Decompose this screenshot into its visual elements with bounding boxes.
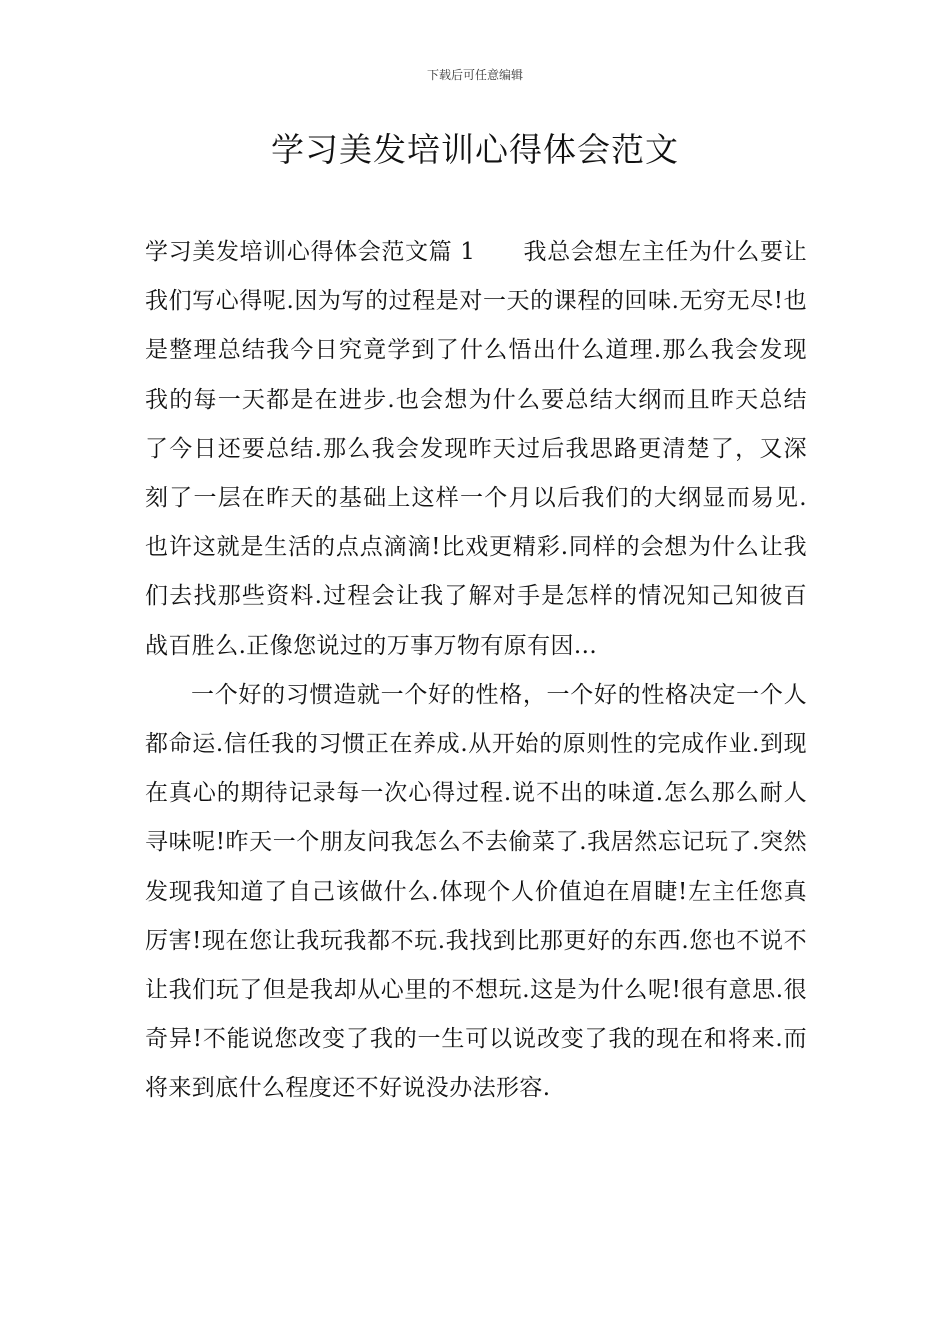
paragraph-1-text: 我总会想左主任为什么要让我们写心得呢.因为写的过程是对一天的课程的回味.无穷无尽!也是整理总结我今日究竟学到了什么悟出什么道理.那么我会发现我的每一天都是在进步.也会想为什么要总结大纲而且昨天总结了今日还要总结.那么我会发现昨天过后我思路更清楚了，又深刻了一层在昨天的基础上这样一个月以后我们的大纲显而易见.也许这就是生活的点点滴滴!比戏更精彩.同样的会想为什么让我们去找那些资料.过程会让我了解对手是怎样的情况知己知彼百战百胜么.正像您说过的万事万物有原有因... xyxy=(145,239,807,659)
paragraph-1 xyxy=(145,228,807,671)
section-label: 学习美发培训心得体会范文篇 1 xyxy=(145,239,476,265)
paragraph-2-text: 一个好的习惯造就一个好的性格，一个好的性格决定一个人都命运.信任我的习惯正在养成.从开始的原则性的完成作业.到现在真心的期待记录每一次心得过程.说不出的味道.怎么那么耐人寻味呢!昨天一个朋友问我怎么不去偷菜了.我居然忘记玩了.突然发现我知道了自己该做什么.体现个人价值迫在眉睫!左主任您真厉害!现在您让我玩我都不玩.我找到比那更好的东西.您也不说不让我们玩了但是我却从心里的不想玩.这是为什么呢!很有意思.很奇异!不能说您改变了我的一生可以说改变了我的现在和将来.而将来到底什么程度还不好说没办法形容. xyxy=(145,681,807,1102)
document-title: 学习美发培训心得体会范文 xyxy=(271,130,679,169)
document-body xyxy=(145,228,807,1114)
paragraph-2 xyxy=(145,671,807,1114)
header-note: 下载后可任意编辑 xyxy=(426,68,523,82)
